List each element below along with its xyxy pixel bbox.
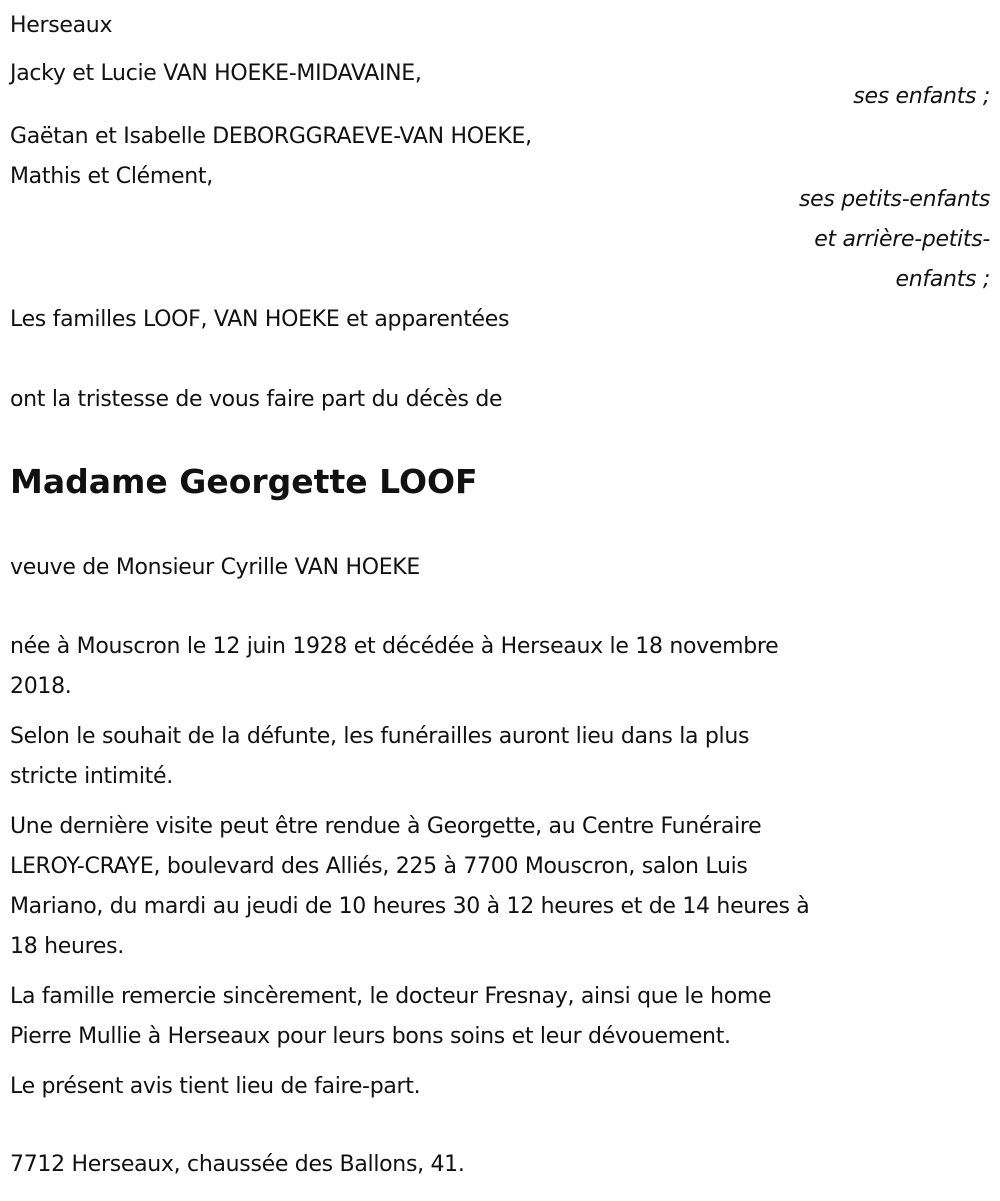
visit-line: LEROY-CRAYE, boulevard des Alliés, 225 à 7700 Mouscron, salon Luis (10, 854, 748, 879)
grandchildren-names: Gaëtan et Isabelle DEBORGGRAEVE-VAN HOEKE, (10, 124, 532, 149)
notice-line: Le présent avis tient lieu de faire-part. (10, 1074, 421, 1099)
place-heading: Herseaux (10, 13, 113, 38)
deceased-name: Madame Georgette LOOF (10, 462, 478, 501)
families-line: Les familles LOOF, VAN HOEKE et apparentées (10, 307, 510, 332)
grandchildren-label: enfants ; (895, 267, 990, 292)
children-label: ses enfants ; (853, 84, 990, 109)
children-names: Jacky et Lucie VAN HOEKE-MIDAVAINE, (10, 61, 422, 86)
visit-line: Mariano, du mardi au jeudi de 10 heures 30 à 12 heures et de 14 heures à (10, 894, 810, 919)
grandchildren-label: et arrière-petits- (814, 227, 990, 252)
address: 7712 Herseaux, chaussée des Ballons, 41. (10, 1152, 465, 1177)
thanks-line: Pierre Mullie à Herseaux pour leurs bons soins et leur dévouement. (10, 1024, 731, 1049)
funeral-line: Selon le souhait de la défunte, les funérailles auront lieu dans la plus (10, 724, 750, 749)
visit-line: Une dernière visite peut être rendue à Georgette, au Centre Funéraire (10, 814, 762, 839)
announcement: ont la tristesse de vous faire part du décès de (10, 387, 503, 412)
great-grandchildren-names: Mathis et Clément, (10, 164, 213, 189)
birth-death-line: née à Mouscron le 12 juin 1928 et décédée à Herseaux le 18 novembre (10, 634, 779, 659)
thanks-line: La famille remercie sincèrement, le docteur Fresnay, ainsi que le home (10, 984, 772, 1009)
grandchildren-label: ses petits-enfants (798, 187, 990, 212)
widow-of: veuve de Monsieur Cyrille VAN HOEKE (10, 555, 421, 580)
birth-death-line: 2018. (10, 674, 72, 699)
funeral-line: stricte intimité. (10, 764, 173, 789)
visit-line: 18 heures. (10, 934, 124, 959)
